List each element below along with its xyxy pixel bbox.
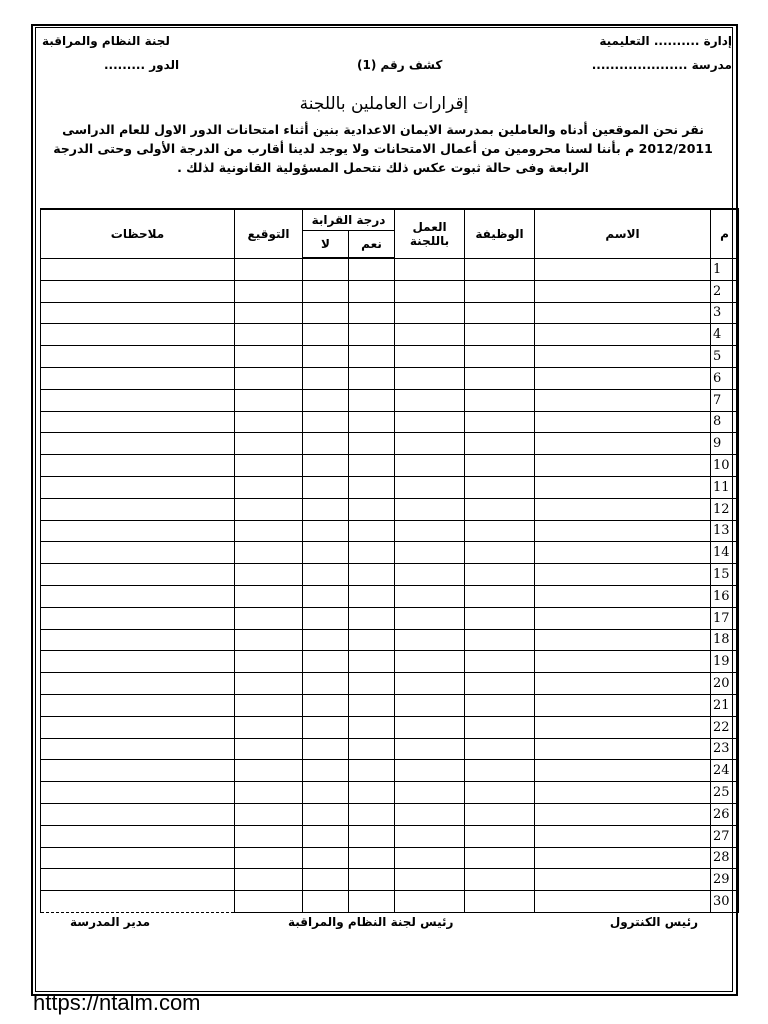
row-committee-work-cell[interactable] — [395, 411, 465, 433]
row-job-cell[interactable] — [465, 258, 535, 280]
row-committee-work-cell[interactable] — [395, 258, 465, 280]
row-yes-cell[interactable] — [349, 607, 395, 629]
row-job-cell[interactable] — [465, 716, 535, 738]
row-no-cell[interactable] — [303, 564, 349, 586]
row-committee-work-cell[interactable] — [395, 433, 465, 455]
row-signature-cell[interactable] — [235, 716, 303, 738]
row-name-cell[interactable] — [535, 476, 711, 498]
row-yes-cell[interactable] — [349, 542, 395, 564]
row-notes-cell[interactable] — [41, 629, 235, 651]
table-row — [41, 455, 739, 477]
row-no-cell[interactable] — [303, 869, 349, 891]
row-committee-work-cell[interactable] — [395, 607, 465, 629]
row-number-cell: 25 — [711, 782, 739, 804]
row-committee-work-cell[interactable] — [395, 346, 465, 368]
row-no-cell[interactable] — [303, 389, 349, 411]
col-kinship-header: درجة القرابة — [303, 209, 395, 231]
row-number-cell: 30 — [711, 891, 739, 913]
table-row — [41, 433, 739, 455]
row-signature-cell[interactable] — [235, 346, 303, 368]
row-signature-cell[interactable] — [235, 651, 303, 673]
row-job-cell[interactable] — [465, 455, 535, 477]
row-notes-cell[interactable] — [41, 825, 235, 847]
table-row — [41, 738, 739, 760]
row-name-cell[interactable] — [535, 738, 711, 760]
row-job-cell[interactable] — [465, 629, 535, 651]
row-number-cell: 5 — [711, 346, 739, 368]
row-no-cell[interactable] — [303, 607, 349, 629]
col-notes-header: ملاحظات — [41, 209, 235, 258]
row-yes-cell[interactable] — [349, 629, 395, 651]
row-job-cell[interactable] — [465, 760, 535, 782]
row-signature-cell[interactable] — [235, 542, 303, 564]
row-notes-cell[interactable] — [41, 891, 235, 913]
row-name-cell[interactable] — [535, 258, 711, 280]
row-job-cell[interactable] — [465, 520, 535, 542]
control-head-signature: رئيس الكنترول — [609, 915, 698, 929]
table-row — [41, 324, 739, 346]
row-number-cell: 14 — [711, 542, 739, 564]
row-name-cell[interactable] — [535, 389, 711, 411]
row-signature-cell[interactable] — [235, 302, 303, 324]
row-no-cell[interactable] — [303, 346, 349, 368]
table-row — [41, 280, 739, 302]
page-title: إقرارات العاملين باللجنة — [299, 94, 469, 114]
row-name-cell[interactable] — [535, 498, 711, 520]
row-name-cell[interactable] — [535, 673, 711, 695]
row-signature-cell[interactable] — [235, 738, 303, 760]
row-notes-cell[interactable] — [41, 280, 235, 302]
row-yes-cell[interactable] — [349, 803, 395, 825]
row-name-cell[interactable] — [535, 869, 711, 891]
row-committee-work-cell[interactable] — [395, 803, 465, 825]
row-signature-cell[interactable] — [235, 629, 303, 651]
staff-table — [40, 208, 739, 913]
row-yes-cell[interactable] — [349, 564, 395, 586]
row-notes-cell[interactable] — [41, 520, 235, 542]
row-name-cell[interactable] — [535, 564, 711, 586]
col-no-header: لا — [303, 231, 349, 259]
table-row — [41, 367, 739, 389]
row-committee-work-cell[interactable] — [395, 694, 465, 716]
row-notes-cell[interactable] — [41, 694, 235, 716]
row-name-cell[interactable] — [535, 847, 711, 869]
row-name-cell[interactable] — [535, 585, 711, 607]
table-row — [41, 520, 739, 542]
row-no-cell[interactable] — [303, 542, 349, 564]
row-committee-work-cell[interactable] — [395, 520, 465, 542]
row-no-cell[interactable] — [303, 455, 349, 477]
row-number-cell: 8 — [711, 411, 739, 433]
row-number-cell: 4 — [711, 324, 739, 346]
row-signature-cell[interactable] — [235, 258, 303, 280]
row-name-cell[interactable] — [535, 803, 711, 825]
row-job-cell[interactable] — [465, 782, 535, 804]
row-no-cell[interactable] — [303, 520, 349, 542]
row-number-cell: 26 — [711, 803, 739, 825]
row-signature-cell[interactable] — [235, 847, 303, 869]
table-row — [41, 629, 739, 651]
row-job-cell[interactable] — [465, 891, 535, 913]
administration-label: إدارة .......... التعليمية — [599, 34, 732, 48]
row-yes-cell[interactable] — [349, 258, 395, 280]
row-notes-cell[interactable] — [41, 564, 235, 586]
row-yes-cell[interactable] — [349, 367, 395, 389]
row-committee-work-cell[interactable] — [395, 280, 465, 302]
row-name-cell[interactable] — [535, 520, 711, 542]
row-no-cell[interactable] — [303, 258, 349, 280]
row-name-cell[interactable] — [535, 694, 711, 716]
row-committee-work-cell[interactable] — [395, 891, 465, 913]
row-name-cell[interactable] — [535, 346, 711, 368]
row-yes-cell[interactable] — [349, 411, 395, 433]
row-job-cell[interactable] — [465, 869, 535, 891]
row-notes-cell[interactable] — [41, 847, 235, 869]
row-committee-work-cell[interactable] — [395, 389, 465, 411]
row-number-cell: 1 — [711, 258, 739, 280]
row-job-cell[interactable] — [465, 825, 535, 847]
col-job-header: الوظيفة — [465, 209, 535, 258]
row-notes-cell[interactable] — [41, 258, 235, 280]
table-row — [41, 803, 739, 825]
table-row — [41, 346, 739, 368]
row-name-cell[interactable] — [535, 760, 711, 782]
row-name-cell[interactable] — [535, 782, 711, 804]
row-job-cell[interactable] — [465, 346, 535, 368]
row-notes-cell[interactable] — [41, 324, 235, 346]
row-name-cell[interactable] — [535, 324, 711, 346]
table-row — [41, 585, 739, 607]
row-signature-cell[interactable] — [235, 498, 303, 520]
row-yes-cell[interactable] — [349, 280, 395, 302]
table-row — [41, 258, 739, 280]
row-signature-cell[interactable] — [235, 891, 303, 913]
row-committee-work-cell[interactable] — [395, 324, 465, 346]
row-yes-cell[interactable] — [349, 891, 395, 913]
row-no-cell[interactable] — [303, 673, 349, 695]
row-signature-cell[interactable] — [235, 760, 303, 782]
row-no-cell[interactable] — [303, 629, 349, 651]
row-notes-cell[interactable] — [41, 651, 235, 673]
row-number-cell: 9 — [711, 433, 739, 455]
row-yes-cell[interactable] — [349, 520, 395, 542]
row-no-cell[interactable] — [303, 367, 349, 389]
row-job-cell[interactable] — [465, 324, 535, 346]
row-no-cell[interactable] — [303, 302, 349, 324]
row-no-cell[interactable] — [303, 324, 349, 346]
row-number-cell: 15 — [711, 564, 739, 586]
row-committee-work-cell[interactable] — [395, 869, 465, 891]
row-committee-work-cell[interactable] — [395, 302, 465, 324]
school-director-signature: مدير المدرسة — [70, 915, 151, 929]
row-no-cell[interactable] — [303, 498, 349, 520]
row-yes-cell[interactable] — [349, 869, 395, 891]
row-signature-cell[interactable] — [235, 411, 303, 433]
row-name-cell[interactable] — [535, 411, 711, 433]
row-job-cell[interactable] — [465, 673, 535, 695]
row-notes-cell[interactable] — [41, 716, 235, 738]
table-row — [41, 564, 739, 586]
row-name-cell[interactable] — [535, 302, 711, 324]
row-no-cell[interactable] — [303, 585, 349, 607]
col-yes-header: نعم — [349, 231, 395, 259]
row-number-cell: 16 — [711, 585, 739, 607]
row-number-cell: 17 — [711, 607, 739, 629]
row-number-cell: 12 — [711, 498, 739, 520]
row-number-cell: 23 — [711, 738, 739, 760]
row-signature-cell[interactable] — [235, 585, 303, 607]
row-notes-cell[interactable] — [41, 673, 235, 695]
row-signature-cell[interactable] — [235, 869, 303, 891]
col-name-header: الاسم — [535, 209, 711, 258]
table-row — [41, 411, 739, 433]
row-number-cell: 27 — [711, 825, 739, 847]
row-name-cell[interactable] — [535, 280, 711, 302]
row-yes-cell[interactable] — [349, 476, 395, 498]
row-job-cell[interactable] — [465, 651, 535, 673]
row-number-cell: 29 — [711, 869, 739, 891]
row-signature-cell[interactable] — [235, 564, 303, 586]
row-notes-cell[interactable] — [41, 455, 235, 477]
row-name-cell[interactable] — [535, 455, 711, 477]
row-yes-cell[interactable] — [349, 825, 395, 847]
row-signature-cell[interactable] — [235, 389, 303, 411]
row-no-cell[interactable] — [303, 891, 349, 913]
row-number-cell: 7 — [711, 389, 739, 411]
row-number-cell: 10 — [711, 455, 739, 477]
table-row — [41, 716, 739, 738]
row-job-cell[interactable] — [465, 367, 535, 389]
table-row — [41, 607, 739, 629]
row-yes-cell[interactable] — [349, 782, 395, 804]
table-row — [41, 651, 739, 673]
table-row — [41, 891, 739, 913]
row-yes-cell[interactable] — [349, 585, 395, 607]
table-row — [41, 825, 739, 847]
row-notes-cell[interactable] — [41, 346, 235, 368]
row-job-cell[interactable] — [465, 542, 535, 564]
row-notes-cell[interactable] — [41, 389, 235, 411]
row-no-cell[interactable] — [303, 738, 349, 760]
row-number-cell: 3 — [711, 302, 739, 324]
row-signature-cell[interactable] — [235, 673, 303, 695]
row-notes-cell[interactable] — [41, 738, 235, 760]
row-committee-work-cell[interactable] — [395, 716, 465, 738]
row-number-cell: 20 — [711, 673, 739, 695]
row-committee-work-cell[interactable] — [395, 782, 465, 804]
row-no-cell[interactable] — [303, 803, 349, 825]
row-committee-work-cell[interactable] — [395, 673, 465, 695]
row-number-cell: 6 — [711, 367, 739, 389]
row-notes-cell[interactable] — [41, 302, 235, 324]
table-row — [41, 476, 739, 498]
row-committee-work-cell[interactable] — [395, 585, 465, 607]
row-name-cell[interactable] — [535, 651, 711, 673]
row-yes-cell[interactable] — [349, 651, 395, 673]
row-committee-work-cell[interactable] — [395, 476, 465, 498]
row-job-cell[interactable] — [465, 738, 535, 760]
row-notes-cell[interactable] — [41, 476, 235, 498]
row-name-cell[interactable] — [535, 542, 711, 564]
row-yes-cell[interactable] — [349, 498, 395, 520]
row-number-cell: 11 — [711, 476, 739, 498]
row-committee-work-cell[interactable] — [395, 847, 465, 869]
row-job-cell[interactable] — [465, 803, 535, 825]
row-signature-cell[interactable] — [235, 280, 303, 302]
row-job-cell[interactable] — [465, 280, 535, 302]
row-yes-cell[interactable] — [349, 389, 395, 411]
row-job-cell[interactable] — [465, 694, 535, 716]
footer-url: https://ntalm.com — [33, 990, 201, 1015]
row-committee-work-cell[interactable] — [395, 498, 465, 520]
row-yes-cell[interactable] — [349, 433, 395, 455]
row-number-cell: 13 — [711, 520, 739, 542]
row-yes-cell[interactable] — [349, 694, 395, 716]
row-job-cell[interactable] — [465, 607, 535, 629]
row-notes-cell[interactable] — [41, 803, 235, 825]
row-name-cell[interactable] — [535, 433, 711, 455]
row-name-cell[interactable] — [535, 891, 711, 913]
table-row — [41, 302, 739, 324]
row-yes-cell[interactable] — [349, 302, 395, 324]
row-no-cell[interactable] — [303, 476, 349, 498]
row-name-cell[interactable] — [535, 607, 711, 629]
row-committee-work-cell[interactable] — [395, 651, 465, 673]
row-committee-work-cell[interactable] — [395, 760, 465, 782]
row-job-cell[interactable] — [465, 411, 535, 433]
row-committee-work-cell[interactable] — [395, 367, 465, 389]
committee-head-signature: رئيس لجنة النظام والمراقبة — [288, 915, 454, 929]
row-notes-cell[interactable] — [41, 760, 235, 782]
row-notes-cell[interactable] — [41, 869, 235, 891]
table-row — [41, 869, 739, 891]
row-signature-cell[interactable] — [235, 324, 303, 346]
row-signature-cell[interactable] — [235, 455, 303, 477]
row-signature-cell[interactable] — [235, 694, 303, 716]
row-number-cell: 24 — [711, 760, 739, 782]
row-yes-cell[interactable] — [349, 346, 395, 368]
row-job-cell[interactable] — [465, 498, 535, 520]
row-notes-cell[interactable] — [41, 411, 235, 433]
row-signature-cell[interactable] — [235, 825, 303, 847]
row-yes-cell[interactable] — [349, 324, 395, 346]
row-yes-cell[interactable] — [349, 716, 395, 738]
table-row — [41, 389, 739, 411]
col-signature-header: التوقيع — [235, 209, 303, 258]
table-row — [41, 694, 739, 716]
row-name-cell[interactable] — [535, 367, 711, 389]
sheet-number: كشف رقم (1) — [357, 58, 443, 72]
row-committee-work-cell[interactable] — [395, 629, 465, 651]
row-job-cell[interactable] — [465, 564, 535, 586]
col-number-header: م — [711, 209, 739, 258]
table-row — [41, 782, 739, 804]
row-signature-cell[interactable] — [235, 782, 303, 804]
row-signature-cell[interactable] — [235, 520, 303, 542]
round-label: الدور ......... — [104, 58, 180, 72]
row-yes-cell[interactable] — [349, 673, 395, 695]
row-number-cell: 22 — [711, 716, 739, 738]
row-committee-work-cell[interactable] — [395, 564, 465, 586]
row-signature-cell[interactable] — [235, 433, 303, 455]
row-yes-cell[interactable] — [349, 455, 395, 477]
row-committee-work-cell[interactable] — [395, 825, 465, 847]
row-committee-work-cell[interactable] — [395, 542, 465, 564]
col-committee-work-header: العمل باللجنة — [395, 209, 465, 258]
table-row — [41, 498, 739, 520]
row-notes-cell[interactable] — [41, 585, 235, 607]
row-job-cell[interactable] — [465, 476, 535, 498]
row-number-cell: 2 — [711, 280, 739, 302]
row-no-cell[interactable] — [303, 433, 349, 455]
row-yes-cell[interactable] — [349, 760, 395, 782]
row-signature-cell[interactable] — [235, 476, 303, 498]
row-job-cell[interactable] — [465, 433, 535, 455]
row-notes-cell[interactable] — [41, 542, 235, 564]
row-committee-work-cell[interactable] — [395, 455, 465, 477]
row-number-cell: 21 — [711, 694, 739, 716]
row-signature-cell[interactable] — [235, 607, 303, 629]
row-no-cell[interactable] — [303, 651, 349, 673]
row-no-cell[interactable] — [303, 825, 349, 847]
row-number-cell: 28 — [711, 847, 739, 869]
row-no-cell[interactable] — [303, 716, 349, 738]
row-job-cell[interactable] — [465, 389, 535, 411]
row-yes-cell[interactable] — [349, 738, 395, 760]
row-number-cell: 19 — [711, 651, 739, 673]
row-job-cell[interactable] — [465, 302, 535, 324]
row-signature-cell[interactable] — [235, 803, 303, 825]
row-number-cell: 18 — [711, 629, 739, 651]
row-notes-cell[interactable] — [41, 433, 235, 455]
school-label: مدرسة ..................... — [591, 58, 732, 72]
row-job-cell[interactable] — [465, 847, 535, 869]
table-row — [41, 847, 739, 869]
row-notes-cell[interactable] — [41, 367, 235, 389]
row-no-cell[interactable] — [303, 760, 349, 782]
table-row — [41, 542, 739, 564]
row-notes-cell[interactable] — [41, 498, 235, 520]
row-no-cell[interactable] — [303, 694, 349, 716]
row-no-cell[interactable] — [303, 280, 349, 302]
row-name-cell[interactable] — [535, 629, 711, 651]
row-notes-cell[interactable] — [41, 782, 235, 804]
declaration-text: نقر نحن الموقعين أدناه والعاملين بمدرسة الايمان الاعدادية بنين أثناء امتحانات الدور الاول للعام الدراسى 2012/2011 م بأننا لسنا محرومين من أعمال الامتحانات ولا يوجد لدينا أقارب من الدرجة الأولى وحتى الدرجة الرابعة وفى حالة ثبوت عكس ذلك نتحمل المسؤولية القانونية لذلك . — [53, 122, 713, 175]
row-committee-work-cell[interactable] — [395, 738, 465, 760]
row-notes-cell[interactable] — [41, 607, 235, 629]
row-no-cell[interactable] — [303, 847, 349, 869]
row-name-cell[interactable] — [535, 716, 711, 738]
committee-label: لجنة النظام والمراقبة — [42, 34, 170, 48]
row-yes-cell[interactable] — [349, 847, 395, 869]
row-name-cell[interactable] — [535, 825, 711, 847]
table-row — [41, 673, 739, 695]
row-no-cell[interactable] — [303, 411, 349, 433]
table-row — [41, 760, 739, 782]
row-job-cell[interactable] — [465, 585, 535, 607]
row-no-cell[interactable] — [303, 782, 349, 804]
row-signature-cell[interactable] — [235, 367, 303, 389]
